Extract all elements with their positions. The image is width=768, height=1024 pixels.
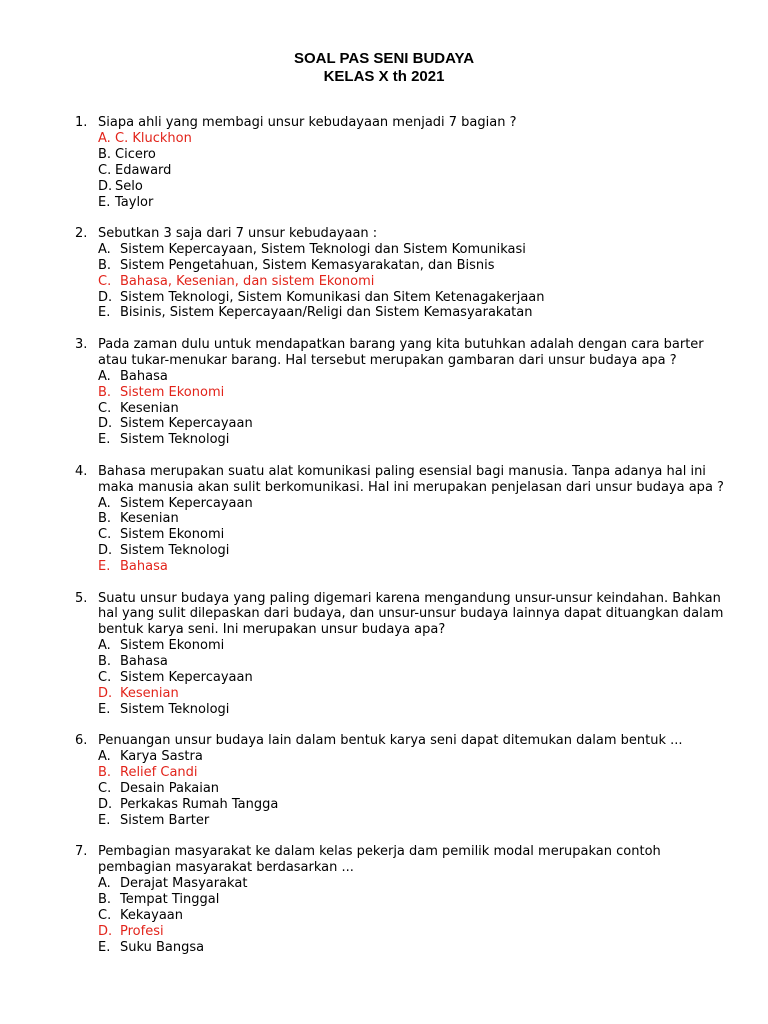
answer-option-correct xyxy=(98,686,735,702)
option-text: Desain Pakaian xyxy=(120,781,220,797)
answer-option xyxy=(98,749,735,765)
answer-option xyxy=(98,401,735,417)
question-7 xyxy=(75,844,735,955)
option-text: Sistem Ekonomi xyxy=(120,384,225,400)
answer-option xyxy=(98,702,735,718)
option-label: C. xyxy=(98,527,112,543)
option-text: Derajat Masyarakat xyxy=(120,876,248,892)
question-5 xyxy=(75,591,735,718)
option-label: A. xyxy=(98,638,111,654)
answer-option xyxy=(98,940,735,956)
option-label: C. xyxy=(98,162,112,178)
option-text: Sistem Teknologi xyxy=(120,543,230,559)
option-text: Perkakas Rumah Tangga xyxy=(120,796,279,812)
question-text: Bahasa merupakan suatu alat komunikasi paling esensial bagi manusia. Tanpa adanya hal ini maka manusia akan sulit berkomunikasi. Hal ini merupakan penjelasan dari unsur budaya apa ? xyxy=(98,463,724,495)
option-text: Taylor xyxy=(115,194,154,210)
answer-option xyxy=(98,543,735,559)
option-text: Sistem Teknologi xyxy=(120,432,230,448)
option-label: E. xyxy=(98,305,111,321)
answer-option xyxy=(98,432,735,448)
answer-option xyxy=(98,797,735,813)
question-number: 5. xyxy=(75,590,88,606)
option-text: Kesenian xyxy=(120,511,179,527)
option-text: Cicero xyxy=(115,146,156,162)
option-label: D. xyxy=(98,178,113,194)
answer-option xyxy=(98,179,735,195)
answer-option xyxy=(98,290,735,306)
answer-option xyxy=(98,416,735,432)
answer-option xyxy=(98,511,735,527)
question-2 xyxy=(75,226,735,321)
option-text: Bisinis, Sistem Kepercayaan/Religi dan Sistem Kemasyarakatan xyxy=(120,305,533,321)
option-label: D. xyxy=(98,923,113,939)
option-text: Sistem Kepercayaan, Sistem Teknologi dan Sistem Komunikasi xyxy=(120,241,526,257)
question-1 xyxy=(75,115,735,210)
option-text: Profesi xyxy=(120,923,164,939)
option-text: Edaward xyxy=(115,162,172,178)
option-text: Sistem Teknologi xyxy=(120,701,230,717)
option-label: E. xyxy=(98,559,111,575)
option-label: A. xyxy=(98,876,111,892)
question-text: Sebutkan 3 saja dari 7 unsur kebudayaan : xyxy=(98,225,378,241)
option-label: E. xyxy=(98,939,111,955)
answer-option xyxy=(98,242,735,258)
answer-option xyxy=(98,781,735,797)
option-text: Suku Bangsa xyxy=(120,939,205,955)
option-text: Sistem Barter xyxy=(120,812,210,828)
answer-option xyxy=(98,654,735,670)
question-3 xyxy=(75,337,735,448)
option-label: B. xyxy=(98,765,112,781)
title-line-2: KELAS X th 2021 xyxy=(323,68,445,85)
document-title xyxy=(0,50,768,86)
option-label: A. xyxy=(98,130,111,146)
question-number: 6. xyxy=(75,733,88,749)
option-label: C. xyxy=(98,907,112,923)
option-text: Sistem Kepercayaan xyxy=(120,416,253,432)
option-text: Tempat Tinggal xyxy=(120,891,220,907)
question-6 xyxy=(75,733,735,828)
option-text: Bahasa xyxy=(120,654,168,670)
answer-option-correct xyxy=(98,274,735,290)
option-label: B. xyxy=(98,891,112,907)
answer-option xyxy=(98,876,735,892)
question-number: 7. xyxy=(75,844,88,860)
option-text: Sistem Teknologi, Sistem Komunikasi dan Sitem Ketenagakerjaan xyxy=(120,289,545,305)
answer-option xyxy=(98,195,735,211)
answer-option xyxy=(98,813,735,829)
answer-option-correct xyxy=(98,385,735,401)
answer-option xyxy=(98,527,735,543)
answer-option xyxy=(98,305,735,321)
option-text: Bahasa xyxy=(120,559,168,575)
answer-option-correct xyxy=(98,924,735,940)
option-text: C. Kluckhon xyxy=(115,130,192,146)
option-label: E. xyxy=(98,194,111,210)
question-number: 2. xyxy=(75,225,88,241)
option-text: Karya Sastra xyxy=(120,749,203,765)
option-text: Bahasa, Kesenian, dan sistem Ekonomi xyxy=(120,273,375,289)
option-label: C. xyxy=(98,781,112,797)
answer-option xyxy=(98,638,735,654)
option-text: Selo xyxy=(115,178,143,194)
option-label: C. xyxy=(98,273,112,289)
option-label: B. xyxy=(98,384,112,400)
option-text: Sistem Ekonomi xyxy=(120,638,225,654)
answer-option-correct xyxy=(98,131,735,147)
question-text: Siapa ahli yang membagi unsur kebudayaan menjadi 7 bagian ? xyxy=(98,115,517,130)
option-text: Relief Candi xyxy=(120,765,198,781)
option-label: B. xyxy=(98,257,112,273)
option-text: Kesenian xyxy=(120,400,179,416)
question-list xyxy=(75,115,735,971)
option-text: Sistem Kepercayaan xyxy=(120,495,253,511)
answer-option xyxy=(98,369,735,385)
answer-option xyxy=(98,670,735,686)
option-text: Kesenian xyxy=(120,686,179,701)
option-text: Sistem Kepercayaan xyxy=(120,670,253,686)
answer-option xyxy=(98,163,735,179)
option-label: A. xyxy=(98,241,111,257)
answer-option xyxy=(98,892,735,908)
option-label: D. xyxy=(98,686,113,701)
title-line-1: SOAL PAS SENI BUDAYA xyxy=(293,50,475,67)
option-label: C. xyxy=(98,670,112,686)
answer-option xyxy=(98,147,735,163)
question-number: 4. xyxy=(75,463,88,479)
answer-option xyxy=(98,908,735,924)
option-label: B. xyxy=(98,654,112,670)
option-label: B. xyxy=(98,146,112,162)
question-text: Penuangan unsur budaya lain dalam bentuk karya seni dapat ditemukan dalam bentuk ... xyxy=(98,733,683,749)
option-label: D. xyxy=(98,796,113,812)
option-text: Sistem Pengetahuan, Sistem Kemasyarakatan, dan Bisnis xyxy=(120,257,495,273)
answer-option xyxy=(98,258,735,274)
option-text: Bahasa xyxy=(120,368,168,384)
option-label: E. xyxy=(98,432,111,448)
option-label: B. xyxy=(98,511,112,527)
answer-option-correct xyxy=(98,559,735,575)
option-label: A. xyxy=(98,368,111,384)
question-text: Pembagian masyarakat ke dalam kelas pekerja dam pemilik modal merupakan contoh pembagian masyarakat berdasarkan ... xyxy=(98,844,661,876)
option-label: E. xyxy=(98,812,111,828)
question-4 xyxy=(75,464,735,575)
question-text: Pada zaman dulu untuk mendapatkan barang yang kita butuhkan adalah dengan cara barter atau tukar-menukar barang. Hal tersebut merupakan gambaran dari unsur budaya apa ? xyxy=(98,336,704,368)
question-number: 1. xyxy=(75,115,88,130)
option-label: C. xyxy=(98,400,112,416)
option-label: A. xyxy=(98,749,111,765)
option-label: A. xyxy=(98,495,111,511)
option-label: D. xyxy=(98,416,113,432)
option-label: D. xyxy=(98,543,113,559)
option-label: E. xyxy=(98,701,111,717)
question-number: 3. xyxy=(75,336,88,352)
answer-option-correct xyxy=(98,765,735,781)
option-text: Sistem Ekonomi xyxy=(120,527,225,543)
answer-option xyxy=(98,496,735,512)
option-text: Kekayaan xyxy=(120,907,184,923)
question-text: Suatu unsur budaya yang paling digemari karena mengandung unsur-unsur keindahan. Bahkan hal yang sulit dilepaskan dari budaya, dan unsur-unsur budaya lainnya dapat dituangkan dalam bentuk karya seni. Ini merupakan unsur budaya apa? xyxy=(98,590,724,638)
option-label: D. xyxy=(98,289,113,305)
